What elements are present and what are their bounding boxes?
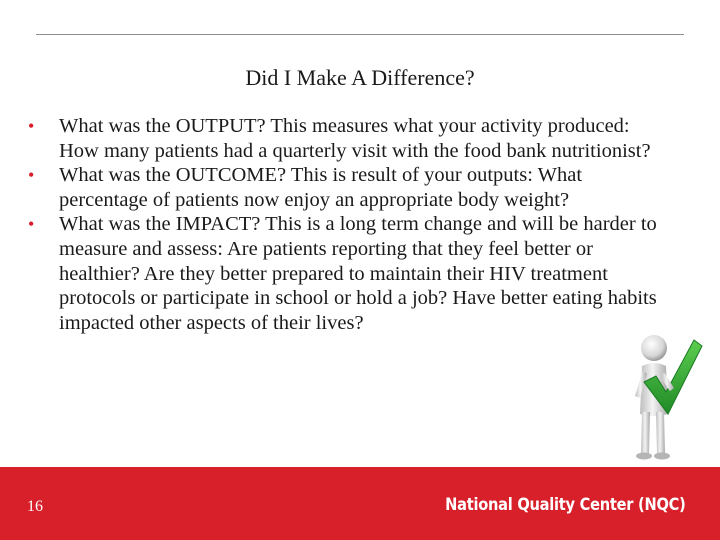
bullet-list [28,114,658,335]
bullet-item-outcome [28,163,658,212]
bullet-item-output [28,114,658,163]
bullet-marker: • [28,214,35,235]
bullet-item-impact [28,212,658,335]
footer-bar [0,467,720,540]
page-number: 16 [27,498,43,515]
bullet-text: What was the IMPACT? This is a long term change and will be harder to measure and assess: Are patients reporting that they feel better or healthier? Are they better prepared to maintain their HIV treatment protocols or participate in school or hold a job? Have better eating habits impacted other aspects of their lives? [59,213,657,334]
top-divider [36,34,684,35]
person-with-checkmark-icon [630,326,710,466]
bullet-text: What was the OUTCOME? This is result of your outputs: What percentage of patients now enjoy an appropriate body weight? [59,164,583,211]
bullet-text: What was the OUTPUT? This measures what your activity produced: How many patients had a quarterly visit with the food bank nutritionist? [59,115,651,162]
bullet-marker: • [28,116,35,136]
organization-logo-text: National Quality Center (NQC) [445,495,686,515]
bullet-marker: • [28,165,35,186]
slide-title: Did I Make A Difference? [245,65,475,90]
